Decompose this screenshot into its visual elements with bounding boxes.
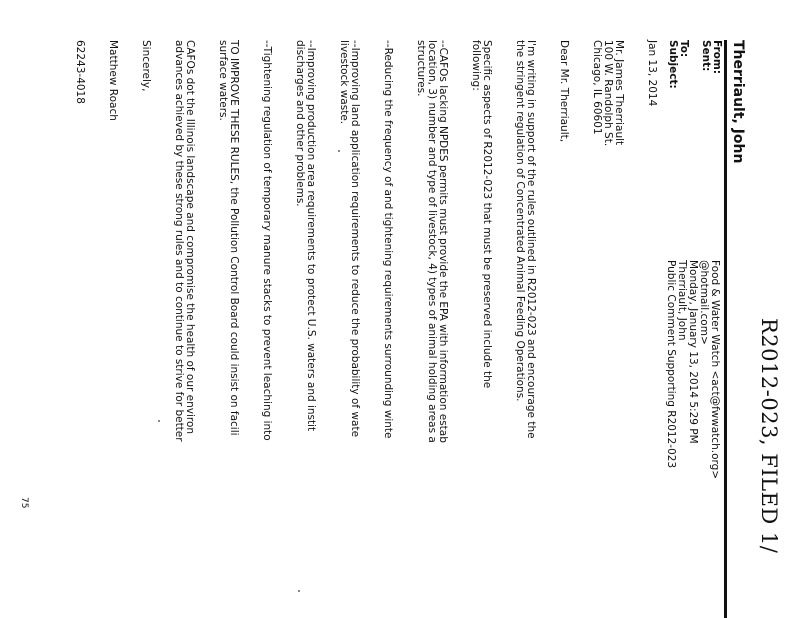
paragraph-line: --CAFOs lacking NPDES permits must provide the EPA with information estab [437, 40, 449, 443]
paragraph-line: following: [470, 40, 482, 91]
to-value: Therriault, John [676, 260, 688, 341]
paragraph-line: --Tightening regulation of temporary manure stacks to prevent leaching into [261, 40, 273, 441]
paragraph-line: --Improving production area requirements to protect U.S. waters and instit [305, 40, 317, 432]
signoff-text: Sincerely, [140, 40, 152, 92]
paragraph-line: advances achieved by these strong rules and to continue to strive for better [173, 40, 185, 442]
from-label: From: [711, 40, 723, 75]
paragraph-line: livestock waste. [338, 40, 350, 125]
bullet-npdes [415, 40, 448, 618]
scan-speck [158, 420, 160, 422]
signer-name [107, 40, 118, 618]
paragraph-line: --Reducing the frequency of and tightening requirements surrounding winte [382, 40, 394, 439]
to-label: To: [678, 40, 690, 58]
paragraph-line: surface waters. [217, 40, 229, 121]
closing-paragraph [173, 40, 195, 618]
subject-label: Subject: [667, 40, 679, 89]
signoff [140, 40, 151, 618]
letter-date [646, 40, 657, 618]
sent-label: Sent: [700, 40, 712, 72]
salutation-text: Dear Mr. Therriault, [558, 40, 570, 143]
header-labels [667, 40, 722, 89]
scan-speck [298, 590, 300, 592]
bullet-manure-stacks [261, 40, 272, 618]
zip-text: 62243-4018 [74, 40, 86, 104]
paragraph-line: structures. [415, 40, 427, 97]
header-values [665, 260, 720, 479]
bullet-land-application [338, 40, 360, 618]
address-line: Chicago, IL 60601 [591, 40, 603, 135]
scan-speck [338, 150, 340, 152]
paragraph-line: Specific aspects of R2012-023 that must be preserved include the [481, 40, 493, 389]
date-text: Jan 13, 2014 [646, 40, 658, 107]
paragraph-line: I'm writing in support of the rules outlined in R2012-023 and encourage the [525, 40, 537, 439]
aspects-intro [470, 40, 492, 618]
page-number: 75 [19, 497, 29, 509]
bullet-production-area [294, 40, 316, 618]
paragraph-line: CAFOs dot the Illinois landscape and compromise the health of our environ [184, 40, 196, 435]
recipient-address [591, 40, 624, 618]
paragraph-line: discharges and other problems. [294, 40, 306, 207]
paragraph-line: TO IMPROVE THESE RULES, the Pollution Control Board could insist on facili [228, 40, 240, 436]
address-line: Mr. James Therriault [613, 40, 625, 146]
sent-value: Monday, January 13, 2014 5:29 PM [687, 260, 699, 444]
signer-zip [74, 40, 85, 618]
paragraph-line: the stringent regulation of Concentrated Animal Feeding Operations. [514, 40, 526, 402]
address-line: 100 W. Randolph St. [602, 40, 614, 147]
intro-paragraph [514, 40, 536, 618]
from-value: Food & Water Watch <act@fwwatch.org> [709, 260, 721, 480]
paragraph-line: location, 3) number and type of livestock, 4) types of animal holding areas a [426, 40, 438, 443]
bullet-winter [382, 40, 393, 618]
paragraph-line: --Improving land application requirements to reduce the probability of wate [349, 40, 361, 438]
improve-paragraph [217, 40, 239, 618]
salutation [558, 40, 569, 618]
header-divider [724, 40, 727, 618]
subject-value: Public Comment Supporting R2012-023 [665, 260, 677, 469]
signer-text: Matthew Roach [107, 40, 119, 121]
from-value-continued: @hotmail.com> [698, 260, 710, 345]
sender-name: Therriault, John [730, 40, 746, 164]
filing-stamp: R2012-023, FILED 1/ [757, 318, 781, 554]
